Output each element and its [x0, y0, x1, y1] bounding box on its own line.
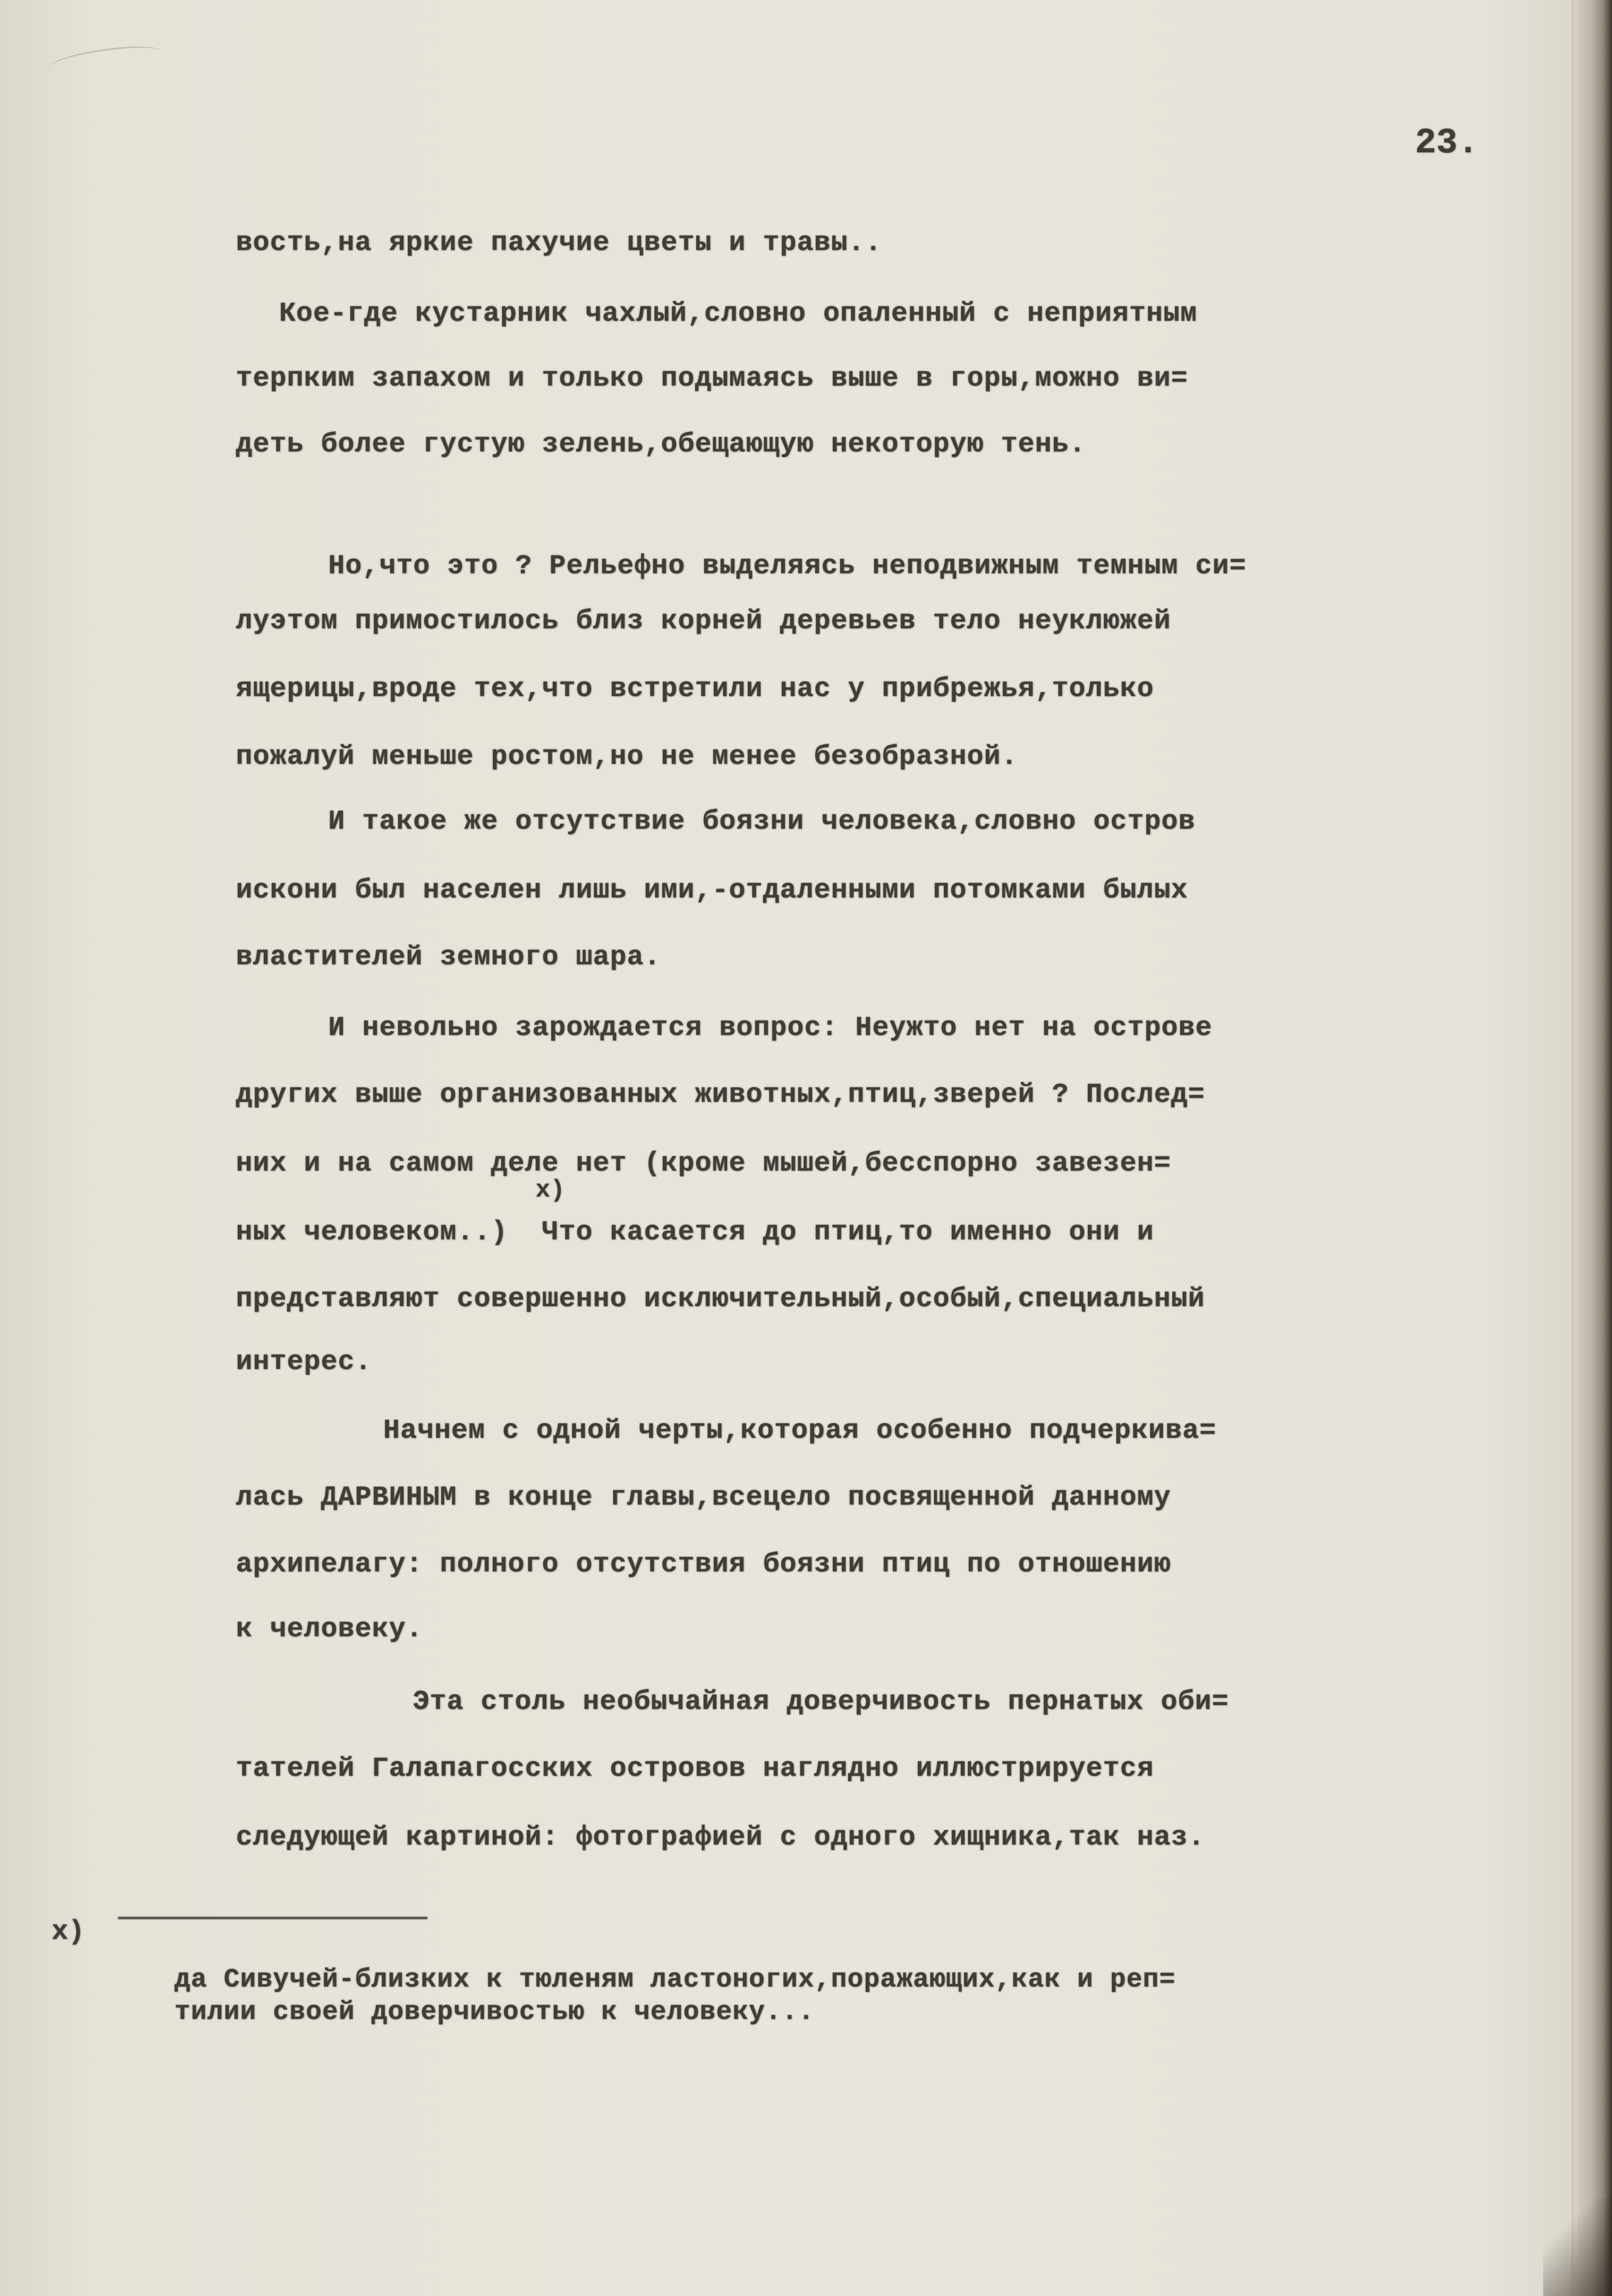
text-line-6: луэтом примостилось близ корней деревьев тело неуклюжей: [236, 605, 1171, 637]
text-line-8: пожалуй меньше ростом,но не менее безобразной.: [236, 741, 1018, 772]
text-line-24: следующей картиной: фотографией с одного хищника,так наз.: [236, 1821, 1205, 1853]
text-line-3: терпким запахом и только подымаясь выше в горы,можно ви=: [236, 363, 1188, 394]
text-line-2: Кое-где кустарник чахлый,словно опаленный с неприятным: [279, 298, 1197, 329]
text-line-23: тателей Галапагосских островов наглядно иллюстрируется: [236, 1753, 1154, 1784]
text-line-9: И такое же отсутствие боязни человека,словно остров: [328, 806, 1195, 837]
footnote-reference: x): [536, 1176, 566, 1204]
text-line-16: представляют совершенно исключительный,особый,специальный: [236, 1283, 1205, 1315]
text-line-11: властителей земного шара.: [236, 941, 661, 973]
paper-scratch-mark: [48, 41, 163, 78]
page-edge-strip: [1572, 0, 1578, 2296]
page-number: 23.: [1415, 123, 1479, 163]
text-line-7: ящерицы,вроде тех,что встретили нас у прибрежья,только: [236, 673, 1154, 704]
text-line-21: к человеку.: [236, 1613, 423, 1645]
text-line-1: вость,на яркие пахучие цветы и травы..: [236, 227, 882, 258]
page-stack-edge: [1578, 0, 1612, 2296]
text-line-5: Но,что это ? Рельефно выделяясь неподвижным темным си=: [328, 550, 1246, 582]
page-corner-shadow: [1543, 2198, 1612, 2296]
footnote-line-1: да Сивучей-близких к тюленям ластоногих,поражающих,как и реп=: [174, 1965, 1176, 1995]
text-line-14: них и на самом деле нет (кроме мышей,бесспорно завезен=: [236, 1148, 1171, 1179]
text-line-17: интерес.: [236, 1346, 372, 1377]
footnote-rule: [118, 1917, 427, 1919]
text-line-13: других выше организованных животных,птиц,зверей ? Послед=: [236, 1079, 1205, 1110]
text-line-4: деть более густую зелень,обещающую некоторую тень.: [236, 428, 1086, 460]
text-line-18: Начнем с одной черты,которая особенно подчеркива=: [383, 1415, 1216, 1446]
footnote-marker: x): [52, 1916, 85, 1947]
footnote-line-2: тилии своей доверчивостью к человеку...: [174, 1997, 815, 2027]
text-line-12: И невольно зарождается вопрос: Неужто нет на острове: [328, 1012, 1213, 1043]
text-line-22: Эта столь необычайная доверчивость пернатых оби=: [413, 1686, 1229, 1717]
text-line-19: лась ДАРВИНЫМ в конце главы,всецело посвященной данному: [236, 1482, 1171, 1513]
text-line-10: искони был населен лишь ими,-отдаленными потомками былых: [236, 874, 1188, 906]
text-line-15: ных человеком..) Что касается до птиц,то именно они и: [236, 1216, 1154, 1248]
text-line-20: архипелагу: полного отсутствия боязни птиц по отношению: [236, 1548, 1171, 1580]
